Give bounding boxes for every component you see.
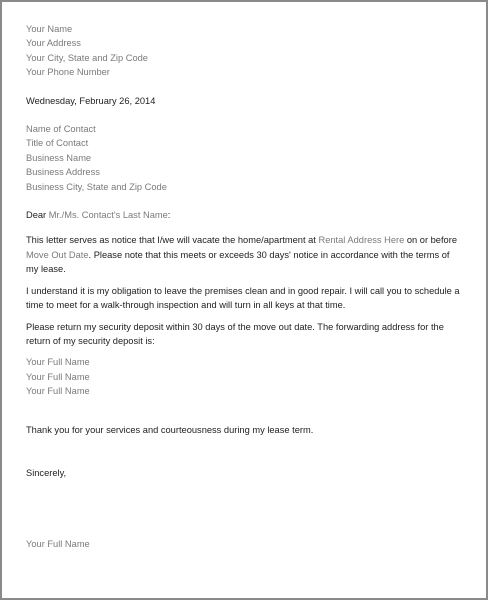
- forwarding-address-block: [26, 355, 464, 398]
- recipient-contact-name: Name of Contact: [26, 124, 96, 135]
- p1-text-b: on or before: [404, 235, 457, 246]
- sender-block: [26, 22, 464, 80]
- rental-address-placeholder: Rental Address Here: [318, 235, 405, 246]
- forwarding-line-3: Your Full Name: [26, 386, 90, 397]
- recipient-business-city-state-zip: Business City, State and Zip Code: [26, 181, 167, 192]
- letter-content: [26, 22, 464, 552]
- recipient-block: [26, 122, 464, 194]
- forwarding-line-1: Your Full Name: [26, 357, 90, 368]
- recipient-business-name: Business Name: [26, 152, 92, 163]
- closing: Sincerely,: [26, 467, 67, 478]
- p1-text-c: . Please note that this meets or exceeds 30 days' notice in accordance with the terms of my lease.: [26, 249, 450, 275]
- body-paragraph-2: I understand it is my obligation to leave the premises clean and in good repair. I will call you to schedule a time to meet for a walk-through inspection and will turn in all keys at that time.: [26, 285, 460, 311]
- sender-address: Your Address: [26, 38, 81, 49]
- sender-phone: Your Phone Number: [26, 67, 110, 78]
- letter-date: Wednesday, February 26, 2014: [26, 95, 156, 106]
- salutation-name: Mr./Ms. Contact's Last Name: [48, 210, 168, 221]
- salutation-suffix: :: [167, 210, 171, 221]
- thanks-line: Thank you for your services and courteousness during my lease term.: [26, 424, 314, 435]
- p1-text-a: This letter serves as notice that I/we will vacate the home/apartment at: [26, 235, 319, 246]
- salutation: [26, 208, 464, 222]
- body-paragraph-3: Please return my security deposit within 30 days of the move out date. The forwarding address for the return of my security deposit is:: [26, 321, 444, 346]
- body-paragraph-1: [26, 233, 464, 276]
- recipient-business-address: Business Address: [26, 167, 100, 178]
- recipient-contact-title: Title of Contact: [26, 138, 89, 149]
- signature-name: Your Full Name: [26, 539, 90, 550]
- salutation-prefix: Dear: [26, 210, 49, 221]
- sender-city-state-zip: Your City, State and Zip Code: [26, 52, 148, 63]
- sender-name: Your Name: [26, 24, 73, 34]
- move-out-date-placeholder: Move Out Date: [26, 249, 89, 260]
- forwarding-line-2: Your Full Name: [26, 371, 90, 382]
